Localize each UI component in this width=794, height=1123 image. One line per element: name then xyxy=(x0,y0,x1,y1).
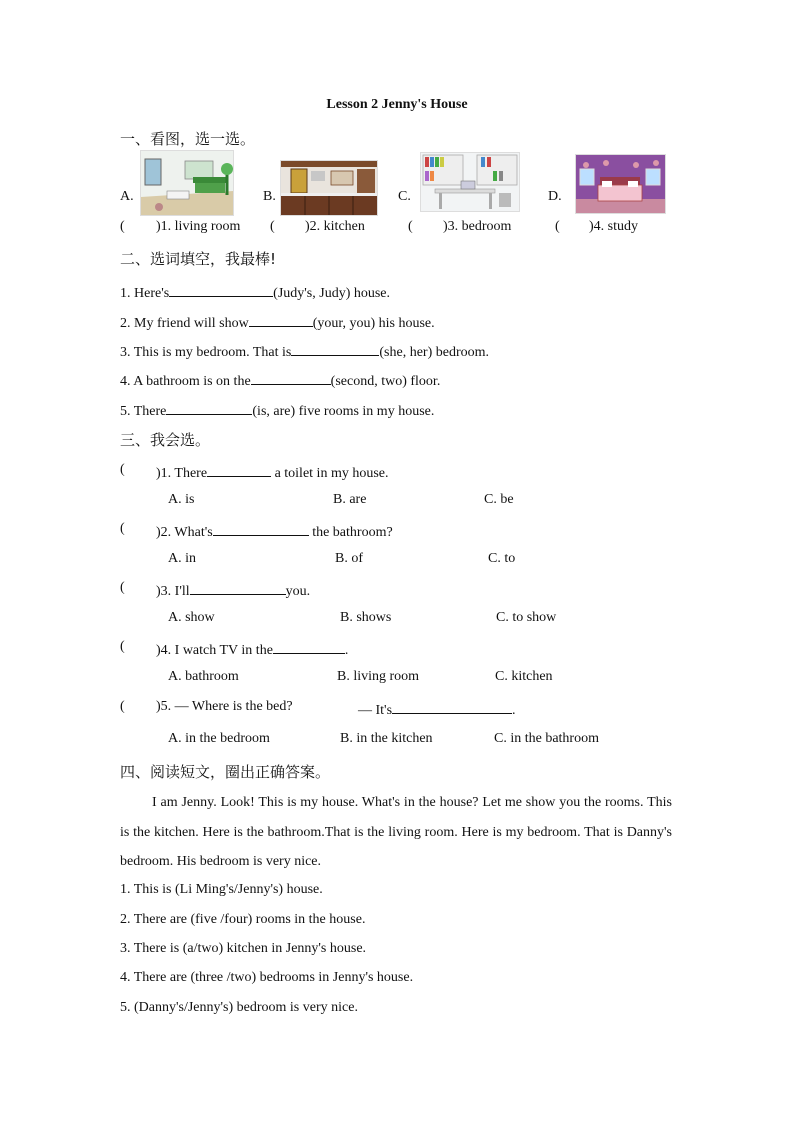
s1-item-4: )4. study xyxy=(589,219,638,234)
q4-stem-post: . xyxy=(344,643,349,658)
s1-item-1-paren: ( xyxy=(120,219,125,234)
q2-option-b[interactable]: B. of xyxy=(335,551,363,566)
q2-stem-pre: )2. What's xyxy=(156,525,213,540)
s2-item-4-post: (second, two) floor. xyxy=(330,374,441,389)
answer-blank[interactable] xyxy=(249,312,313,327)
q4-stem xyxy=(156,639,348,659)
q2-option-c[interactable]: C. to xyxy=(488,551,516,566)
q3-stem-pre: )3. I'll xyxy=(156,584,190,599)
q2-option-a[interactable]: A. in xyxy=(168,551,196,566)
s4-item-3[interactable]: 3. There is (a/two) kitchen in Jenny's house. xyxy=(120,941,367,956)
answer-blank[interactable] xyxy=(190,580,286,595)
section-4-heading: 四、阅读短文，圈出正确答案。 xyxy=(120,763,331,781)
s2-item-5-post: (is, are) five rooms in my house. xyxy=(252,404,435,419)
s2-item-1-pre: 1. Here's xyxy=(120,286,170,301)
answer-blank[interactable] xyxy=(273,639,345,654)
section-2-heading: 二、选词填空，我最棒! xyxy=(120,250,277,268)
s2-item-1 xyxy=(120,282,390,302)
answer-blank[interactable] xyxy=(392,699,512,714)
s4-item-1[interactable]: 1. This is (Li Ming's/Jenny's) house. xyxy=(120,882,323,897)
q3-stem xyxy=(156,580,310,600)
s1-item-3: )3. bedroom xyxy=(443,219,512,234)
q4-option-a[interactable]: A. bathroom xyxy=(168,669,239,684)
kitchen-picture xyxy=(280,160,378,216)
s2-item-2-pre: 2. My friend will show xyxy=(120,316,249,331)
s2-item-2-post: (your, you) his house. xyxy=(312,316,435,331)
s2-item-3-post: (she, her) bedroom. xyxy=(379,345,490,360)
section-1-heading: 一、看图，选一选。 xyxy=(120,130,256,148)
q4-stem-pre: )4. I watch TV in the xyxy=(156,643,273,658)
section-3-heading: 三、我会选。 xyxy=(120,431,211,449)
answer-blank[interactable] xyxy=(251,370,331,385)
q5-paren: ( xyxy=(120,699,125,714)
q5-option-a[interactable]: A. in the bedroom xyxy=(168,731,270,746)
option-c-label: C. xyxy=(398,189,411,204)
s4-item-5[interactable]: 5. (Danny's/Jenny's) bedroom is very nice. xyxy=(120,1000,358,1015)
s2-item-5 xyxy=(120,400,434,420)
q3-paren: ( xyxy=(120,580,125,595)
s2-item-2 xyxy=(120,312,435,332)
q5-stem-answer xyxy=(358,699,516,719)
q5-stem-post: . xyxy=(512,703,516,718)
reading-passage: I am Jenny. Look! This is my house. What's in the house? Let me show you the rooms. This is the kitchen. Here is the bathroom.That is the living room. Here is my bedroom. That is Danny's bedroom. His bedroom is very nice. xyxy=(120,795,672,869)
s1-item-2: )2. kitchen xyxy=(305,219,365,234)
option-a-label: A. xyxy=(120,189,134,204)
q1-stem-post: a toilet in my house. xyxy=(271,466,389,481)
q1-stem xyxy=(156,462,389,482)
page-title: Lesson 2 Jenny's House xyxy=(326,97,468,112)
living-room-picture xyxy=(140,150,234,216)
q2-stem xyxy=(156,521,393,541)
s1-item-4-paren: ( xyxy=(555,219,560,234)
s4-item-2[interactable]: 2. There are (five /four) rooms in the house. xyxy=(120,912,366,927)
s2-item-1-post: (Judy's, Judy) house. xyxy=(273,286,391,301)
answer-blank[interactable] xyxy=(169,282,273,297)
q3-option-b[interactable]: B. shows xyxy=(340,610,392,625)
q1-option-b[interactable]: B. are xyxy=(333,492,367,507)
q3-stem-post: you. xyxy=(285,584,311,599)
option-d-label: D. xyxy=(548,189,562,204)
s2-item-3-pre: 3. This is my bedroom. That is xyxy=(120,345,292,360)
q1-paren: ( xyxy=(120,462,125,477)
answer-blank[interactable] xyxy=(291,341,379,356)
s2-item-4 xyxy=(120,370,440,390)
s4-item-4[interactable]: 4. There are (three /two) bedrooms in Jenny's house. xyxy=(120,970,414,985)
s1-item-2-paren: ( xyxy=(270,219,275,234)
q5-option-b[interactable]: B. in the kitchen xyxy=(340,731,433,746)
q5-option-c[interactable]: C. in the bathroom xyxy=(494,731,599,746)
bedroom-picture xyxy=(575,154,666,214)
answer-blank[interactable] xyxy=(213,521,309,536)
s1-item-3-paren: ( xyxy=(408,219,413,234)
q5-stem-mid: — It's xyxy=(358,703,393,718)
q1-option-c[interactable]: C. be xyxy=(484,492,514,507)
answer-blank[interactable] xyxy=(207,462,271,477)
s1-item-1: )1. living room xyxy=(156,219,241,234)
s2-item-3 xyxy=(120,341,489,361)
s2-item-5-pre: 5. There xyxy=(120,404,167,419)
s2-item-4-pre: 4. A bathroom is on the xyxy=(120,374,251,389)
q4-paren: ( xyxy=(120,639,125,654)
q3-option-c[interactable]: C. to show xyxy=(496,610,557,625)
q2-stem-post: the bathroom? xyxy=(308,525,393,540)
q2-paren: ( xyxy=(120,521,125,536)
answer-blank[interactable] xyxy=(166,400,252,415)
q1-stem-pre: )1. There xyxy=(156,466,208,481)
q1-option-a[interactable]: A. is xyxy=(168,492,195,507)
option-b-label: B. xyxy=(263,189,276,204)
study-picture xyxy=(420,152,520,212)
q3-option-a[interactable]: A. show xyxy=(168,610,215,625)
q4-option-c[interactable]: C. kitchen xyxy=(495,669,553,684)
q4-option-b[interactable]: B. living room xyxy=(337,669,420,684)
q5-stem-pre: )5. — Where is the bed? xyxy=(156,699,293,714)
